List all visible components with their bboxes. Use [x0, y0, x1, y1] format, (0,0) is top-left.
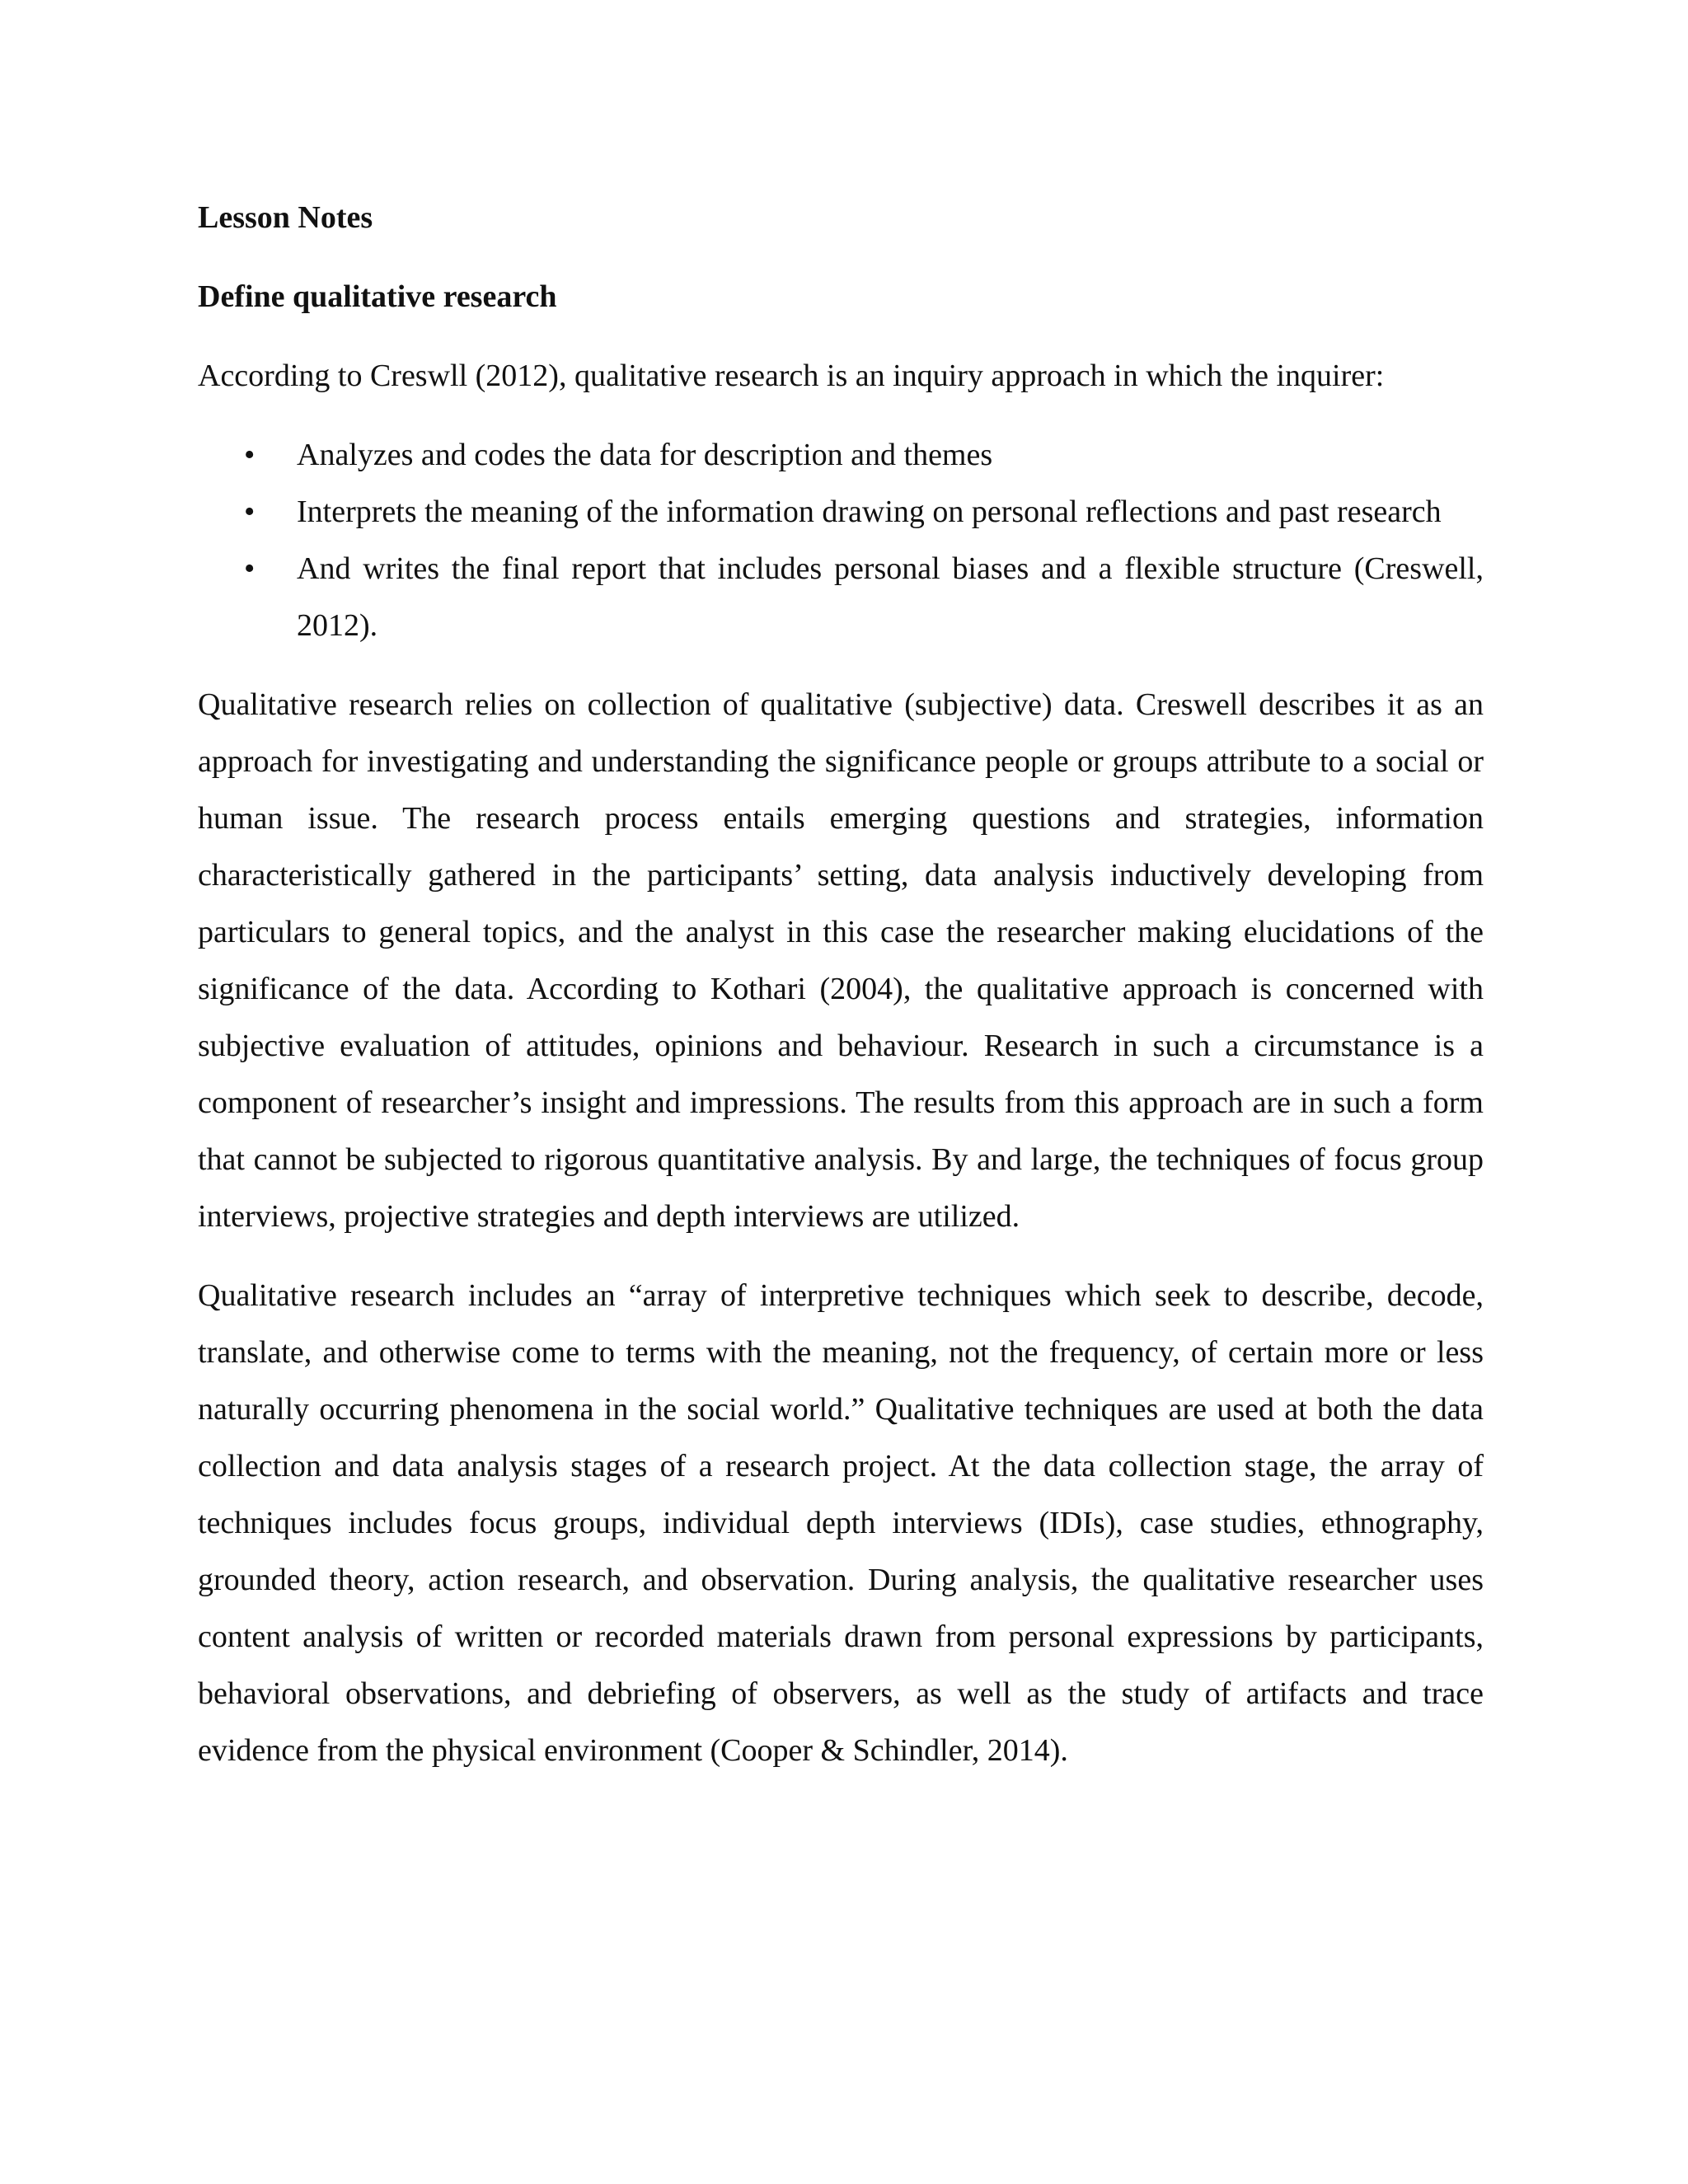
- section-heading: Define qualitative research: [198, 279, 557, 314]
- list-item-text: Analyzes and codes the data for description and themes: [297, 438, 993, 472]
- bullet-list: [198, 427, 1484, 654]
- document-title: Lesson Notes: [198, 200, 373, 235]
- bullet-icon: •: [244, 494, 256, 529]
- list-item: [198, 427, 1484, 484]
- list-item-text: And writes the final report that includes personal biases and a flexible structure (Creswell, 2012).: [297, 551, 1484, 643]
- document-page: [198, 190, 1484, 1802]
- bullet-icon: •: [244, 551, 256, 586]
- list-item: [198, 541, 1484, 654]
- list-item: [198, 484, 1484, 541]
- bullet-icon: •: [244, 438, 256, 472]
- list-item-text: Interprets the meaning of the information drawing on personal reflections and past research: [297, 494, 1442, 529]
- body-paragraph: Qualitative research relies on collection of qualitative (subjective) data. Creswell describes it as an approach for investigating and understanding the significance people or groups attribute to a social or human issue. The research process entails emerging questions and strategies, information characteristically gathered in the participants’ setting, data analysis inductively developing from particulars to general topics, and the analyst in this case the researcher making elucidations of the significance of the data. According to Kothari (2004), the qualitative approach is concerned with subjective evaluation of attitudes, opinions and behaviour. Research in such a circumstance is a component of researcher’s insight and impressions. The results from this approach are in such a form that cannot be subjected to rigorous quantitative analysis. By and large, the techniques of focus group interviews, projective strategies and depth interviews are utilized.: [198, 687, 1484, 1234]
- body-paragraph: Qualitative research includes an “array of interpretive techniques which seek to describe, decode, translate, and otherwise come to terms with the meaning, not the frequency, of certain more or less naturally occurring phenomena in the social world.” Qualitative techniques are used at both the data collection and data analysis stages of a research project. At the data collection stage, the array of techniques includes focus groups, individual depth interviews (IDIs), case studies, ethnography, grounded theory, action research, and observation. During analysis, the qualitative researcher uses content analysis of written or recorded materials drawn from personal expressions by participants, behavioral observations, and debriefing of observers, as well as the study of artifacts and trace evidence from the physical environment (Cooper & Schindler, 2014).: [198, 1278, 1484, 1768]
- intro-paragraph: According to Creswll (2012), qualitative research is an inquiry approach in which the inquirer:: [198, 359, 1385, 393]
